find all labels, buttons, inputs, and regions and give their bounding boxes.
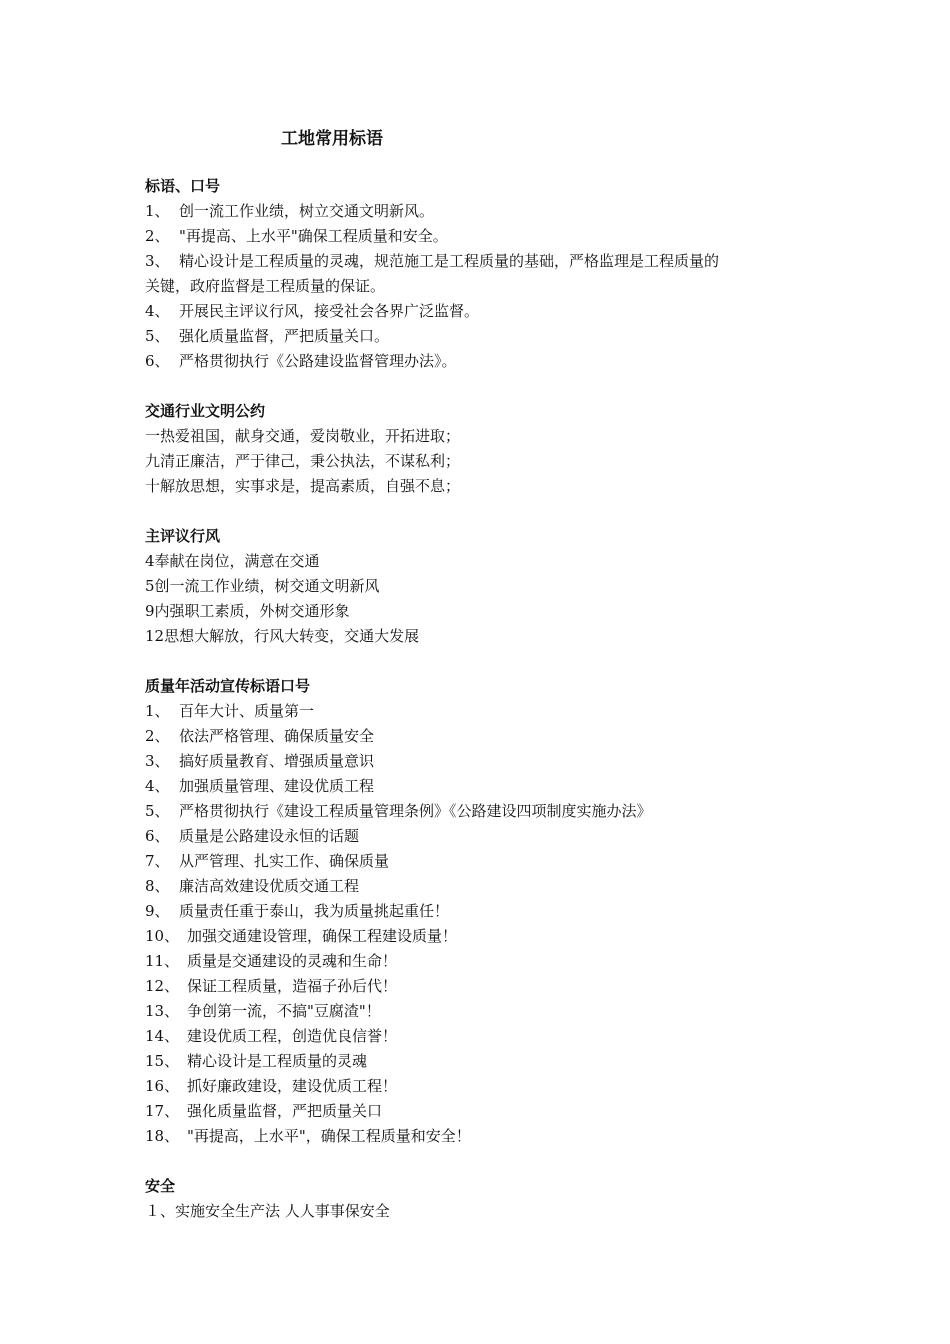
list-item [145, 624, 805, 649]
item-number: 8、 [145, 877, 170, 895]
item-text: 质量责任重于泰山，我为质量挑起重任！ [179, 902, 450, 920]
document-body [145, 174, 805, 1249]
item-number: 11、 [145, 952, 180, 970]
section-heading: 交通行业文明公约 [145, 402, 266, 420]
item-number: 3、 [145, 252, 170, 270]
list-item [145, 799, 805, 824]
item-text: 思想大解放，行风大转变，交通大发展 [164, 627, 420, 645]
list-item [145, 1099, 805, 1124]
item-text: 建设优质工程，创造优良信誉！ [187, 1027, 398, 1045]
item-number: 17、 [145, 1102, 180, 1120]
item-number: 13、 [145, 1002, 180, 1020]
list-item: 十解放思想，实事求是，提高素质，自强不息； [145, 477, 461, 495]
item-text: 百年大计、质量第一 [179, 702, 315, 720]
item-number: １、 [145, 1202, 176, 1220]
section-safety [145, 1174, 805, 1224]
item-number: 9 [145, 602, 155, 620]
list-item [145, 824, 805, 849]
item-text: 严格贯彻执行《公路建设监督管理办法》。 [179, 352, 457, 370]
item-number: 6、 [145, 827, 170, 845]
list-item [145, 924, 805, 949]
list-item [145, 199, 805, 224]
section-civility-pact [145, 399, 805, 499]
list-item-continuation: 关键，政府监督是工程质量的保证。 [145, 277, 386, 295]
list-item [145, 774, 805, 799]
item-number: 14、 [145, 1027, 180, 1045]
item-text: 争创第一流，不搞"豆腐渣"！ [187, 1002, 381, 1020]
item-text: "再提高、上水平"确保工程质量和安全。 [179, 227, 448, 245]
item-text: 严格贯彻执行《建设工程质量管理条例》《公路建设四项制度实施办法》 [179, 802, 652, 820]
item-number: 5、 [145, 802, 170, 820]
item-number: 1、 [145, 202, 170, 220]
item-number: 18、 [145, 1127, 180, 1145]
section-heading: 质量年活动宣传标语口号 [145, 677, 311, 695]
item-text: 搞好质量教育、增强质量意识 [179, 752, 375, 770]
list-item [145, 599, 805, 624]
item-text: 廉洁高效建设优质交通工程 [179, 877, 360, 895]
item-text: 强化质量监督，严把质量关口 [187, 1102, 383, 1120]
list-item [145, 974, 805, 999]
item-number: 15、 [145, 1052, 180, 1070]
item-text: 质量是交通建设的灵魂和生命！ [187, 952, 398, 970]
item-text: 保证工程质量，造福子孙后代！ [187, 977, 398, 995]
item-text: 强化质量监督，严把质量关口。 [179, 327, 390, 345]
list-item [145, 324, 805, 349]
list-item [145, 249, 805, 274]
list-item [145, 1049, 805, 1074]
list-item [145, 724, 805, 749]
list-item [145, 549, 805, 574]
item-text: 精心设计是工程质量的灵魂 [187, 1052, 368, 1070]
list-item [145, 949, 805, 974]
list-item [145, 874, 805, 899]
item-number: 4 [145, 552, 155, 570]
item-text: 精心设计是工程质量的灵魂，规范施工是工程质量的基础，严格监理是工程质量的 [179, 252, 720, 270]
item-text: 实施安全生产法 人人事事保安全 [175, 1202, 390, 1220]
list-item [145, 299, 805, 324]
item-text: 内强职工素质，外树交通形象 [154, 602, 350, 620]
item-text: 加强质量管理、建设优质工程 [179, 777, 375, 795]
item-number: 4、 [145, 302, 170, 320]
item-number: 5、 [145, 327, 170, 345]
section-heading: 安全 [145, 1177, 176, 1195]
list-item [145, 1199, 805, 1224]
list-item: 九清正廉洁，严于律己，秉公执法，不谋私利； [145, 452, 461, 470]
item-number: 4、 [145, 777, 170, 795]
item-text: 奉献在岗位，满意在交通 [154, 552, 320, 570]
item-number: 7、 [145, 852, 170, 870]
list-item [145, 849, 805, 874]
list-item [145, 574, 805, 599]
list-item [145, 699, 805, 724]
item-number: 16、 [145, 1077, 180, 1095]
document-title: 工地常用标语 [281, 129, 383, 149]
item-number: 1、 [145, 702, 170, 720]
list-item [145, 749, 805, 774]
item-number: 12、 [145, 977, 180, 995]
item-text: 质量是公路建设永恒的话题 [179, 827, 360, 845]
list-item [145, 1024, 805, 1049]
item-text: 抓好廉政建设，建设优质工程！ [187, 1077, 398, 1095]
item-number: 10、 [145, 927, 180, 945]
item-text: 开展民主评议行风，接受社会各界广泛监督。 [179, 302, 480, 320]
item-text: 加强交通建设管理，确保工程建设质量！ [187, 927, 458, 945]
list-item [145, 1074, 805, 1099]
item-number: 2、 [145, 227, 170, 245]
item-text: 创一流工作业绩，树交通文明新风 [154, 577, 380, 595]
item-text: 从严管理、扎实工作、确保质量 [179, 852, 390, 870]
list-item [145, 1124, 805, 1149]
item-number: 12 [145, 627, 165, 645]
list-item [145, 999, 805, 1024]
item-number: 5 [145, 577, 155, 595]
item-text: 依法严格管理、确保质量安全 [179, 727, 375, 745]
item-number: 2、 [145, 727, 170, 745]
item-text: "再提高，上水平"，确保工程质量和安全！ [187, 1127, 471, 1145]
section-heading: 主评议行风 [145, 527, 221, 545]
item-number: 9、 [145, 902, 170, 920]
item-text: 创一流工作业绩，树立交通文明新风。 [179, 202, 435, 220]
list-item [145, 899, 805, 924]
item-number: 3、 [145, 752, 170, 770]
section-heading: 标语、口号 [145, 177, 221, 195]
list-item [145, 224, 805, 249]
item-number: 6、 [145, 352, 170, 370]
list-item [145, 349, 805, 374]
section-quality-year [145, 674, 805, 1149]
list-item: 一热爱祖国，献身交通，爱岗敬业，开拓进取； [145, 427, 461, 445]
section-slogans [145, 174, 805, 374]
section-evaluation [145, 524, 805, 649]
